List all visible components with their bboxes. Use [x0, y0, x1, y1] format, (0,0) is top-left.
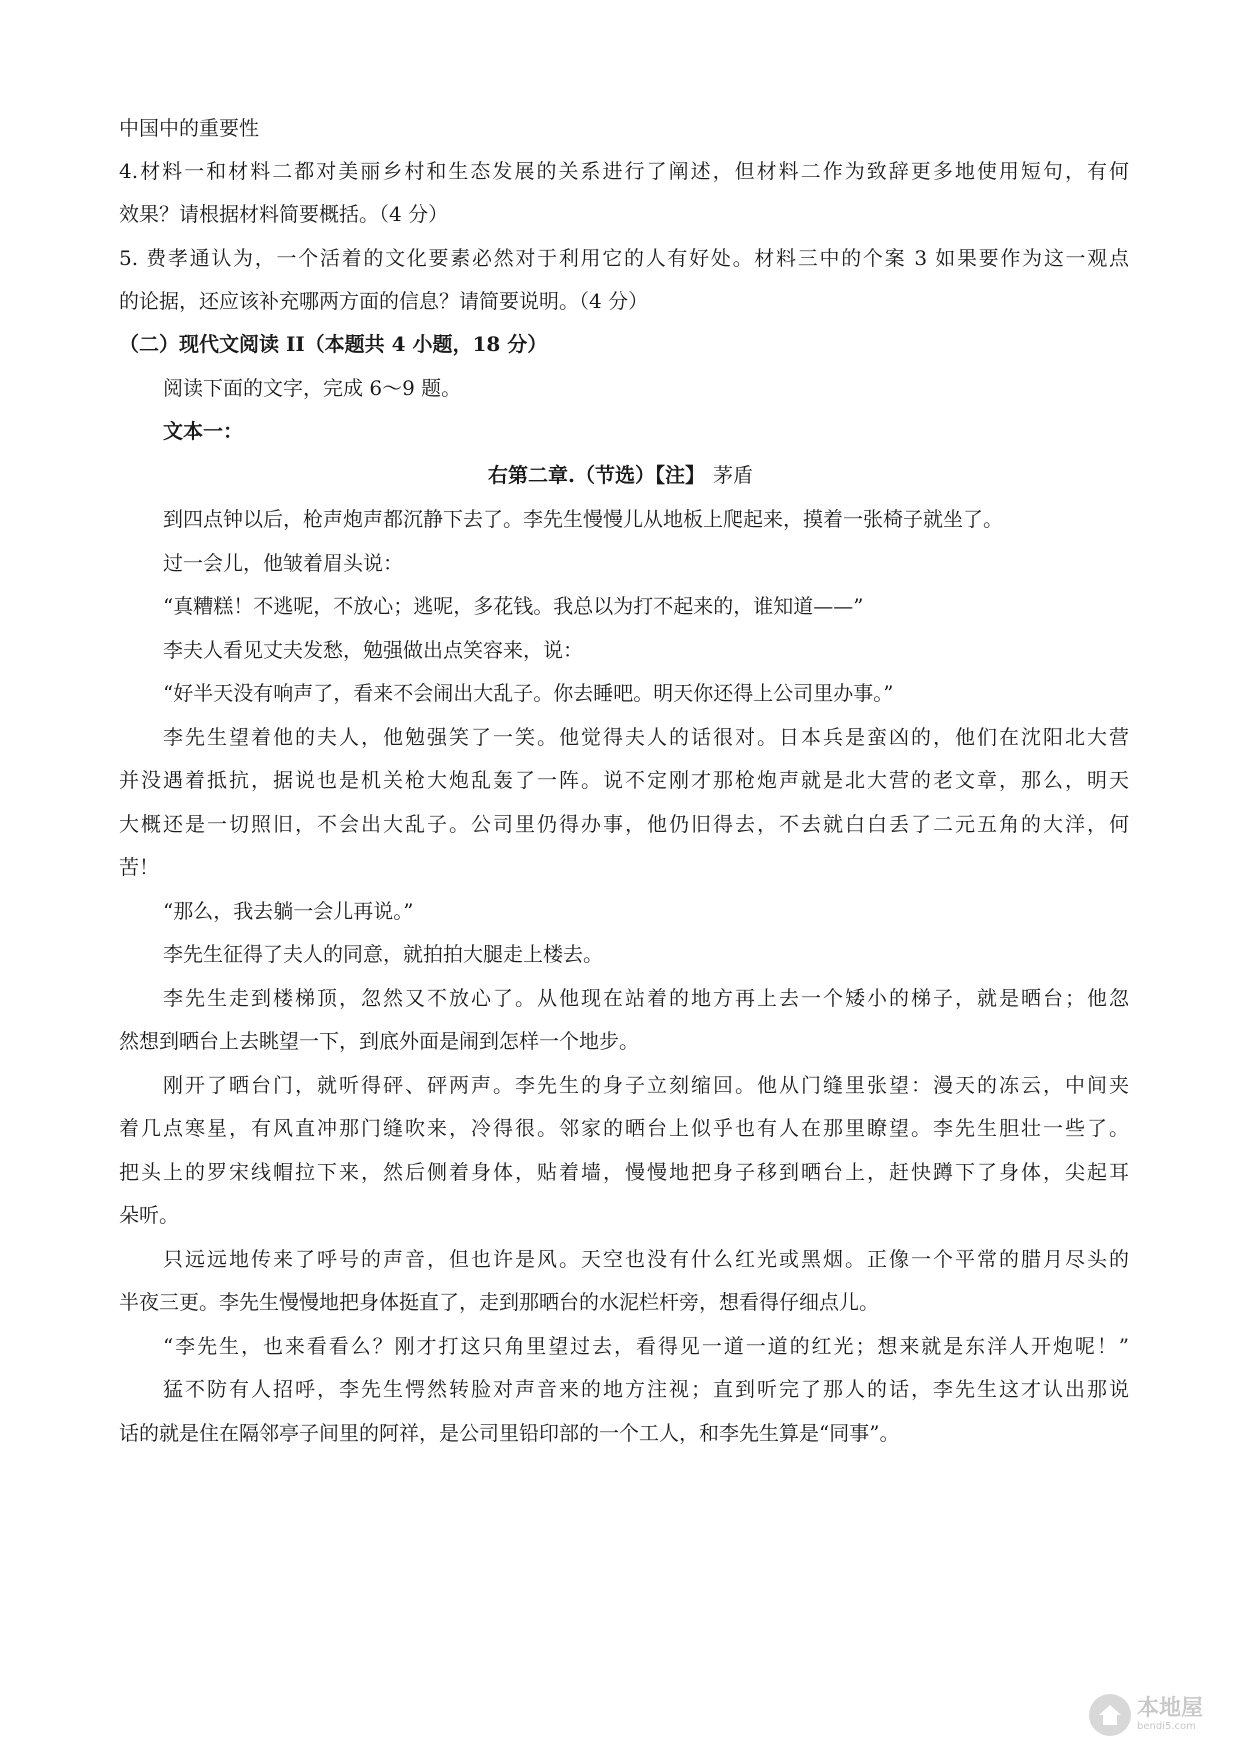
passage-title-main: 右第二章.（节选）【注】	[488, 463, 705, 487]
question-5-line-1: 5. 费孝通认为，一个活着的文化要素必然对于利用它的人有好处。材料三中的个案 3 如果要作为这一观点	[119, 246, 1129, 270]
question-4-line-1: 4.材料一和材料二都对美丽乡村和生态发展的关系进行了阐述，但材料二作为致辞更多地使用短句，有何	[119, 159, 1129, 183]
question-tail: 中国中的重要性	[119, 116, 259, 140]
passage-author: 茅盾	[712, 463, 753, 487]
paragraph-line: 话的就是住在隔邻亭子间里的阿祥，是公司里铅印部的一个工人，和李先生算是“同事”。	[119, 1421, 900, 1445]
paragraph: 猛不防有人招呼，李先生愕然转脸对声音来的地方注视；直到听完了那人的话，李先生这才认出那说	[163, 1377, 1129, 1401]
paragraph-line: 大概还是一切照旧，不会出大乱子。公司里仍得办事，他仍旧得去，不去就白白丢了二元五角的大洋，何	[119, 812, 1129, 836]
paragraph: “真糟糕！不逃呢，不放心；逃呢，多花钱。我总以为打不起来的，谁知道——”	[163, 594, 864, 618]
paragraph: 李先生征得了夫人的同意，就拍拍大腿走上楼去。	[163, 942, 603, 966]
paragraph: 到四点钟以后，枪声炮声都沉静下去了。李先生慢慢儿从地板上爬起来，摸着一张椅子就坐了。	[163, 507, 1003, 531]
paragraph-line: 朵听。	[119, 1203, 179, 1227]
paragraph: “那么，我去躺一会儿再说。”	[163, 899, 414, 923]
house-icon	[1089, 1694, 1131, 1736]
paragraph: “李先生，也来看看么？刚才打这只角里望过去，看得见一道一道的红光；想来就是东洋人开炮呢！”	[163, 1334, 1129, 1358]
paragraph: 刚开了晒台门，就听得砰、砰两声。李先生的身子立刻缩回。他从门缝里张望：漫天的冻云，中间夹	[163, 1073, 1129, 1097]
paragraph-line: 把头上的罗宋线帽拉下来，然后侧着身体，贴着墙，慢慢地把身子移到晒台上，赶快蹲下了身体，尖起耳	[119, 1160, 1129, 1184]
paragraph: 过一会儿，他皱着眉头说：	[163, 551, 403, 575]
question-5-line-2: 的论据，还应该补充哪两方面的信息？请简要说明。（4 分）	[119, 289, 649, 313]
paragraph: 只远远地传来了呼号的声音，但也许是风。天空也没有什么红光或黑烟。正像一个平常的腊月尽头的	[163, 1247, 1129, 1271]
paragraph: 李夫人看见丈夫发愁，勉强做出点笑容来，说：	[163, 638, 583, 662]
paragraph-line: 着几点寒星，有风直冲那门缝吹来，冷得很。邻家的晒台上似乎也有人在那里瞭望。李先生胆壮一些了。	[119, 1116, 1129, 1140]
paragraph-line: 然想到晒台上去眺望一下，到底外面是闹到怎样一个地步。	[119, 1029, 639, 1053]
paragraph: 李先生望着他的夫人，他勉强笑了一笑。他觉得夫人的话很对。日本兵是蛮凶的，他们在沈阳北大营	[163, 725, 1129, 749]
paragraph-line: 半夜三更。李先生慢慢地把身体挺直了，走到那晒台的水泥栏杆旁，想看得仔细点儿。	[119, 1290, 879, 1314]
section-heading: （二）现代文阅读 II（本题共 4 小题，18 分）	[119, 332, 548, 356]
watermark-name: 本地屋	[1136, 1696, 1203, 1721]
section-instruction: 阅读下面的文字，完成 6～9 题。	[163, 376, 462, 400]
question-4-line-2: 效果？请根据材料简要概括。（4 分）	[119, 202, 449, 226]
passage-title	[0, 461, 1241, 489]
paragraph-line: 苦！	[119, 855, 159, 879]
watermark-url: bendi5.com	[1136, 1721, 1196, 1732]
paragraph-line: 并没遇着抵抗，据说也是机关枪大炮乱轰了一阵。说不定刚才那枪炮声就是北大营的老文章，那么，明天	[119, 768, 1129, 792]
text-label: 文本一：	[163, 419, 243, 443]
watermark	[1089, 1694, 1203, 1736]
paragraph: 李先生走到楼梯顶，忽然又不放心了。从他现在站着的地方再上去一个矮小的梯子，就是晒台；他忽	[163, 986, 1129, 1010]
paragraph: “好半天没有响声了，看来不会闹出大乱子。你去睡吧。明天你还得上公司里办事。”	[163, 681, 894, 705]
